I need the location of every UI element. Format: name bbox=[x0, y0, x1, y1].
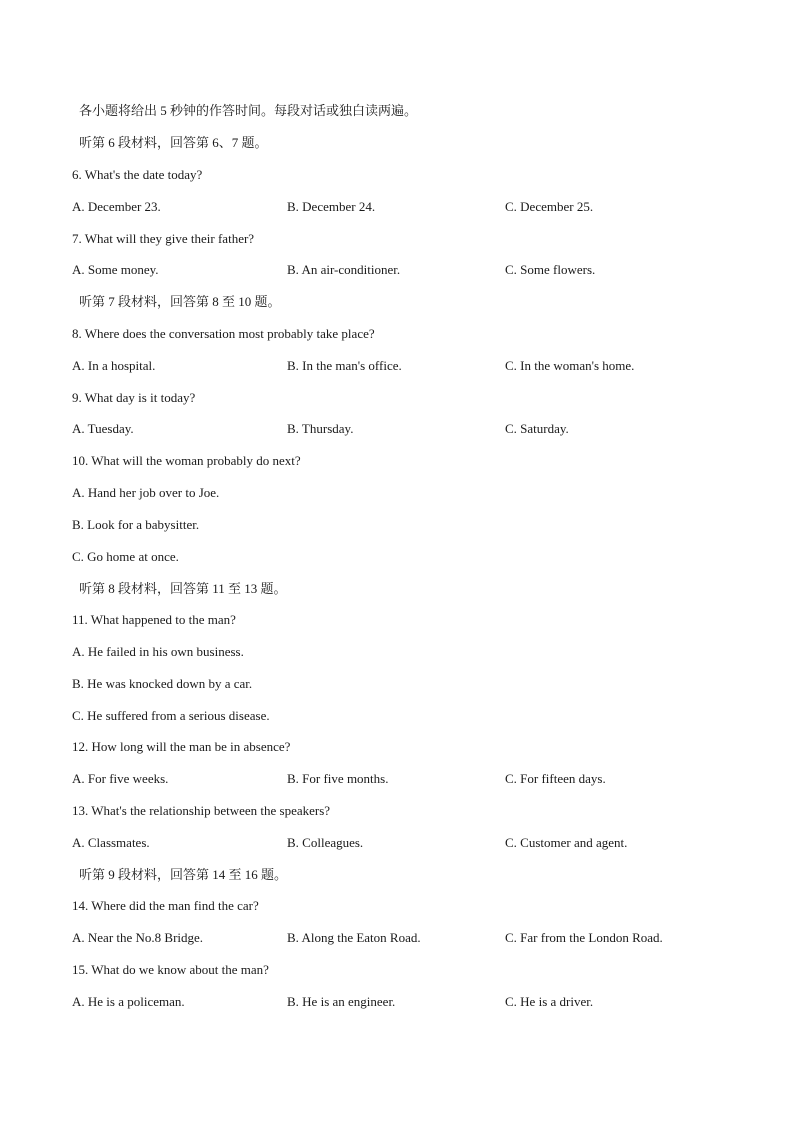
question-15: 15. What do we know about the man? bbox=[72, 962, 269, 977]
option-14c: C. Far from the London Road. bbox=[505, 930, 663, 945]
question-6: 6. What's the date today? bbox=[72, 167, 203, 182]
option-13c: C. Customer and agent. bbox=[505, 835, 628, 850]
question-8: 8. Where does the conversation most probably take place? bbox=[72, 326, 375, 341]
option-13a: A. Classmates. bbox=[72, 835, 150, 850]
question-7: 7. What will they give their father? bbox=[72, 231, 255, 246]
option-14b: B. Along the Eaton Road. bbox=[287, 930, 421, 945]
option-11a: A. He failed in his own business. bbox=[72, 644, 244, 659]
option-11c: C. He suffered from a serious disease. bbox=[72, 708, 270, 723]
option-10a: A. Hand her job over to Joe. bbox=[72, 485, 220, 500]
option-8b: B. In the man's office. bbox=[287, 358, 402, 373]
section-heading-7: 听第 7 段材料，回答第 8 至 10 题。 bbox=[79, 294, 281, 309]
option-10b: B. Look for a babysitter. bbox=[72, 517, 200, 532]
option-15a: A. He is a policeman. bbox=[72, 994, 185, 1009]
option-9a: A. Tuesday. bbox=[72, 421, 134, 436]
option-6b: B. December 24. bbox=[287, 199, 376, 214]
question-12: 12. How long will the man be in absence? bbox=[72, 739, 291, 754]
section-heading-9: 听第 9 段材料，回答第 14 至 16 题。 bbox=[79, 867, 288, 882]
option-14a: A. Near the No.8 Bridge. bbox=[72, 930, 204, 945]
question-13: 13. What's the relationship between the speakers? bbox=[72, 803, 331, 818]
option-13b: B. Colleagues. bbox=[287, 835, 364, 850]
option-6c: C. December 25. bbox=[505, 199, 594, 214]
option-7a: A. Some money. bbox=[72, 262, 159, 277]
option-9b: B. Thursday. bbox=[287, 421, 354, 436]
option-12c: C. For fifteen days. bbox=[505, 771, 606, 786]
instructions-text: 各小题将给出 5 秒钟的作答时间。每段对话或独白读两遍。 bbox=[79, 103, 418, 118]
section-heading-8: 听第 8 段材料，回答第 11 至 13 题。 bbox=[79, 581, 287, 596]
question-9: 9. What day is it today? bbox=[72, 390, 196, 405]
option-7c: C. Some flowers. bbox=[505, 262, 596, 277]
question-14: 14. Where did the man find the car? bbox=[72, 898, 259, 913]
option-12b: B. For five months. bbox=[287, 771, 389, 786]
question-10: 10. What will the woman probably do next? bbox=[72, 453, 301, 468]
option-15c: C. He is a driver. bbox=[505, 994, 594, 1009]
option-15b: B. He is an engineer. bbox=[287, 994, 396, 1009]
option-8c: C. In the woman's home. bbox=[505, 358, 635, 373]
section-heading-6: 听第 6 段材料，回答第 6、7 题。 bbox=[79, 135, 268, 150]
option-9c: C. Saturday. bbox=[505, 421, 569, 436]
option-8a: A. In a hospital. bbox=[72, 358, 156, 373]
option-6a: A. December 23. bbox=[72, 199, 161, 214]
option-11b: B. He was knocked down by a car. bbox=[72, 676, 253, 691]
question-11: 11. What happened to the man? bbox=[72, 612, 236, 627]
option-10c: C. Go home at once. bbox=[72, 549, 179, 564]
option-12a: A. For five weeks. bbox=[72, 771, 169, 786]
option-7b: B. An air-conditioner. bbox=[287, 262, 401, 277]
